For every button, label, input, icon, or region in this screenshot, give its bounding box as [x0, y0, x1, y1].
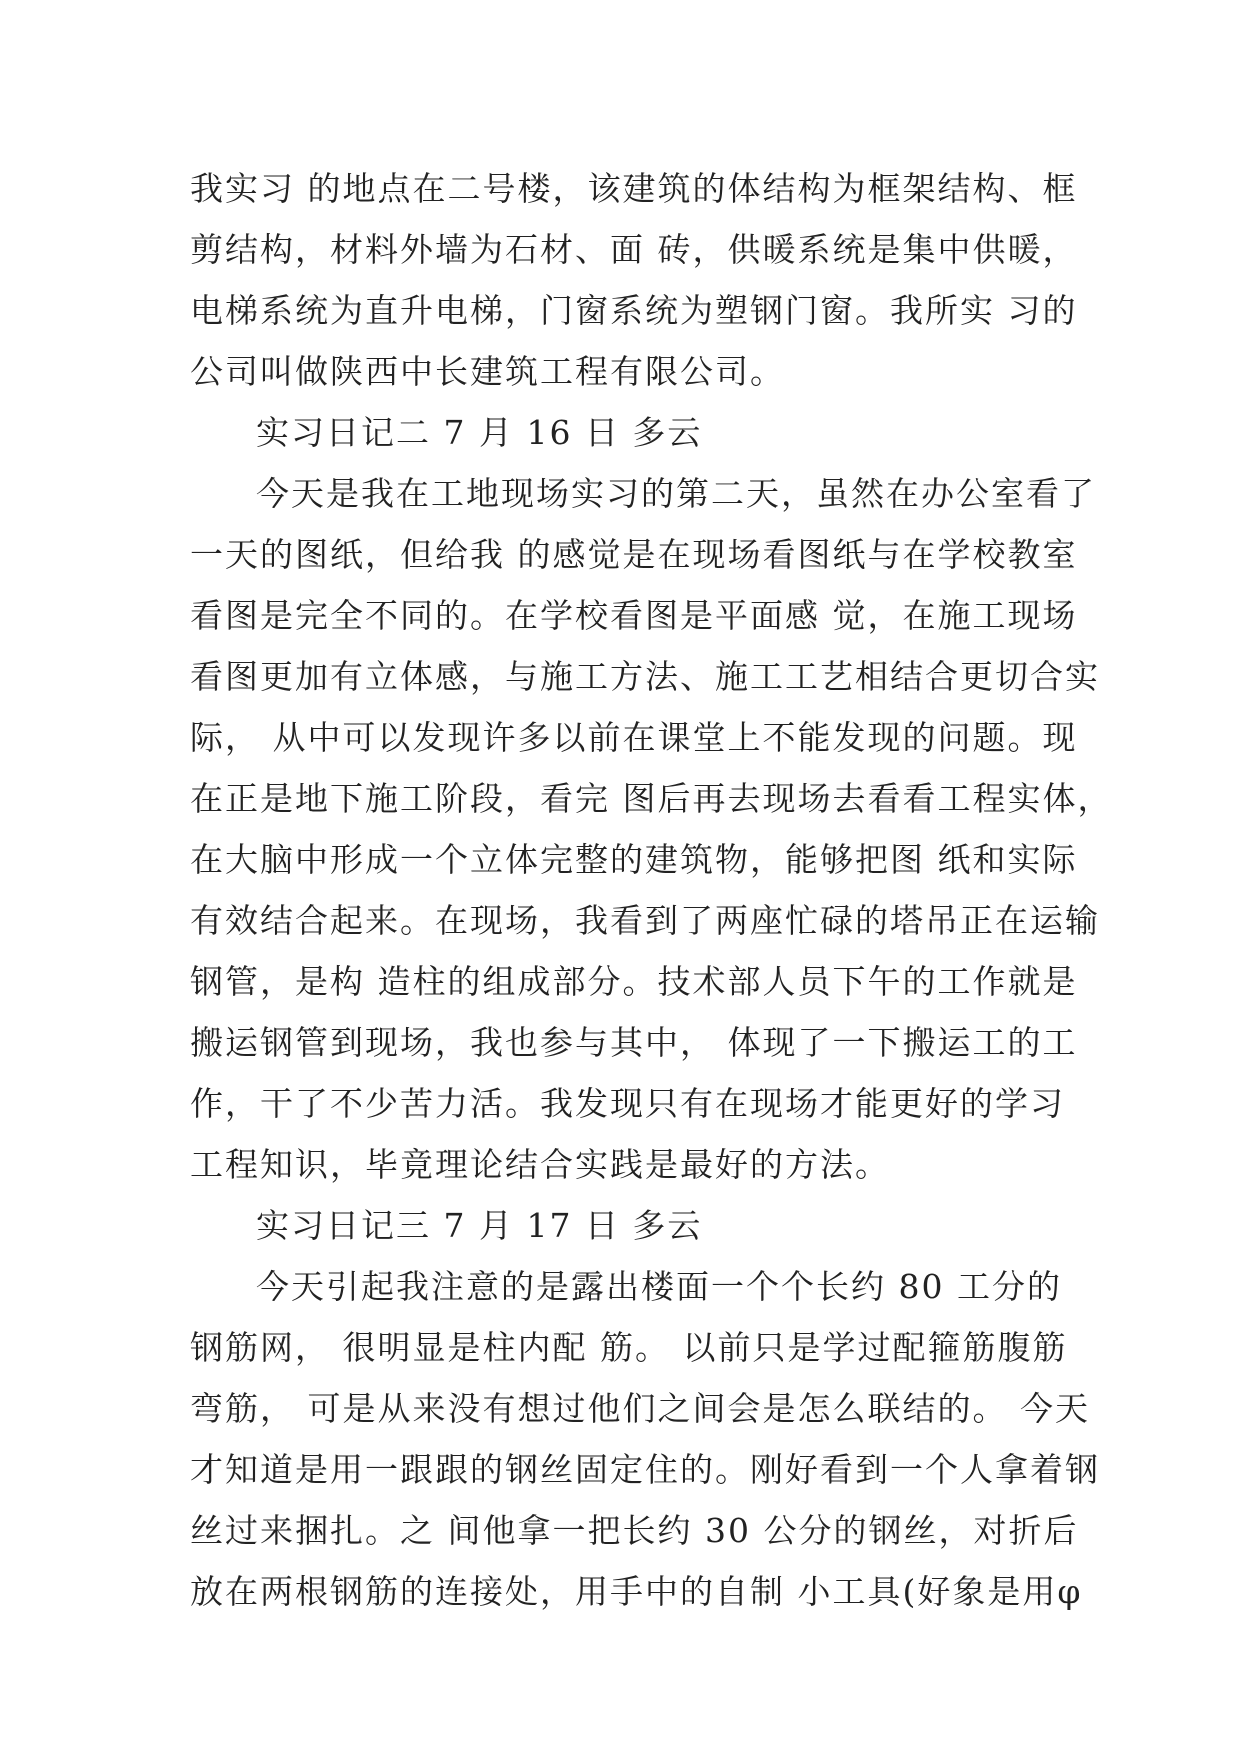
document-body — [190, 158, 1113, 1622]
paragraph-line: 公司叫做陕西中长建筑工程有限公司。 — [190, 352, 785, 391]
paragraph-line: 今天引起我注意的是露出楼面一个个长约 80 工分的 — [256, 1267, 1062, 1306]
paragraph-line: 看图更加有立体感，与施工方法、施工工艺相结合更切合实 — [190, 657, 1100, 696]
paragraph-line: 作，干了不少苦力活。我发现只有在现场才能更好的学习 — [190, 1084, 1065, 1123]
paragraph-line: 际， 从中可以发现许多以前在课堂上不能发现的问题。现 — [190, 718, 1078, 757]
paragraph-line: 在正是地下施工阶段，看完 图后再去现场去看看工程实体， — [190, 779, 1113, 818]
paragraph-line: 钢管，是构 造柱的组成部分。技术部人员下午的工作就是 — [190, 962, 1078, 1001]
paragraph-line: 看图是完全不同的。在学校看图是平面感 觉，在施工现场 — [190, 596, 1078, 635]
paragraph-line: 电梯系统为直升电梯，门窗系统为塑钢门窗。我所实 习的 — [190, 291, 1078, 330]
paragraph-line: 工程知识，毕竟理论结合实践是最好的方法。 — [190, 1145, 890, 1184]
diary-heading: 实习日记三 7 月 17 日 多云 — [256, 1206, 703, 1245]
diary-heading: 实习日记二 7 月 16 日 多云 — [256, 413, 703, 452]
paragraph-line: 今天是我在工地现场实习的第二天，虽然在办公室看了 — [256, 474, 1096, 513]
paragraph-line: 在大脑中形成一个立体完整的建筑物，能够把图 纸和实际 — [190, 840, 1078, 879]
paragraph-line: 剪结构，材料外墙为石材、面 砖，供暖系统是集中供暖， — [190, 230, 1078, 269]
paragraph-line: 才知道是用一跟跟的钢丝固定住的。刚好看到一个人拿着钢 — [190, 1450, 1100, 1489]
paragraph-line: 弯筋， 可是从来没有想过他们之间会是怎么联结的。 今天 — [190, 1389, 1090, 1428]
paragraph-line: 一天的图纸，但给我 的感觉是在现场看图纸与在学校教室 — [190, 535, 1078, 574]
paragraph-line: 放在两根钢筋的连接处，用手中的自制 小工具(好象是用φ — [190, 1572, 1083, 1611]
paragraph-line: 我实习 的地点在二号楼，该建筑的体结构为框架结构、框 — [190, 169, 1078, 208]
paragraph-line: 有效结合起来。在现场，我看到了两座忙碌的塔吊正在运输 — [190, 901, 1100, 940]
paragraph-line: 丝过来捆扎。之 间他拿一把长约 30 公分的钢丝，对折后 — [190, 1511, 1079, 1550]
paragraph-line: 搬运钢管到现场，我也参与其中， 体现了一下搬运工的工 — [190, 1023, 1078, 1062]
paragraph-line: 钢筋网， 很明显是柱内配 筋。 以前只是学过配箍筋腹筋 — [190, 1328, 1068, 1367]
